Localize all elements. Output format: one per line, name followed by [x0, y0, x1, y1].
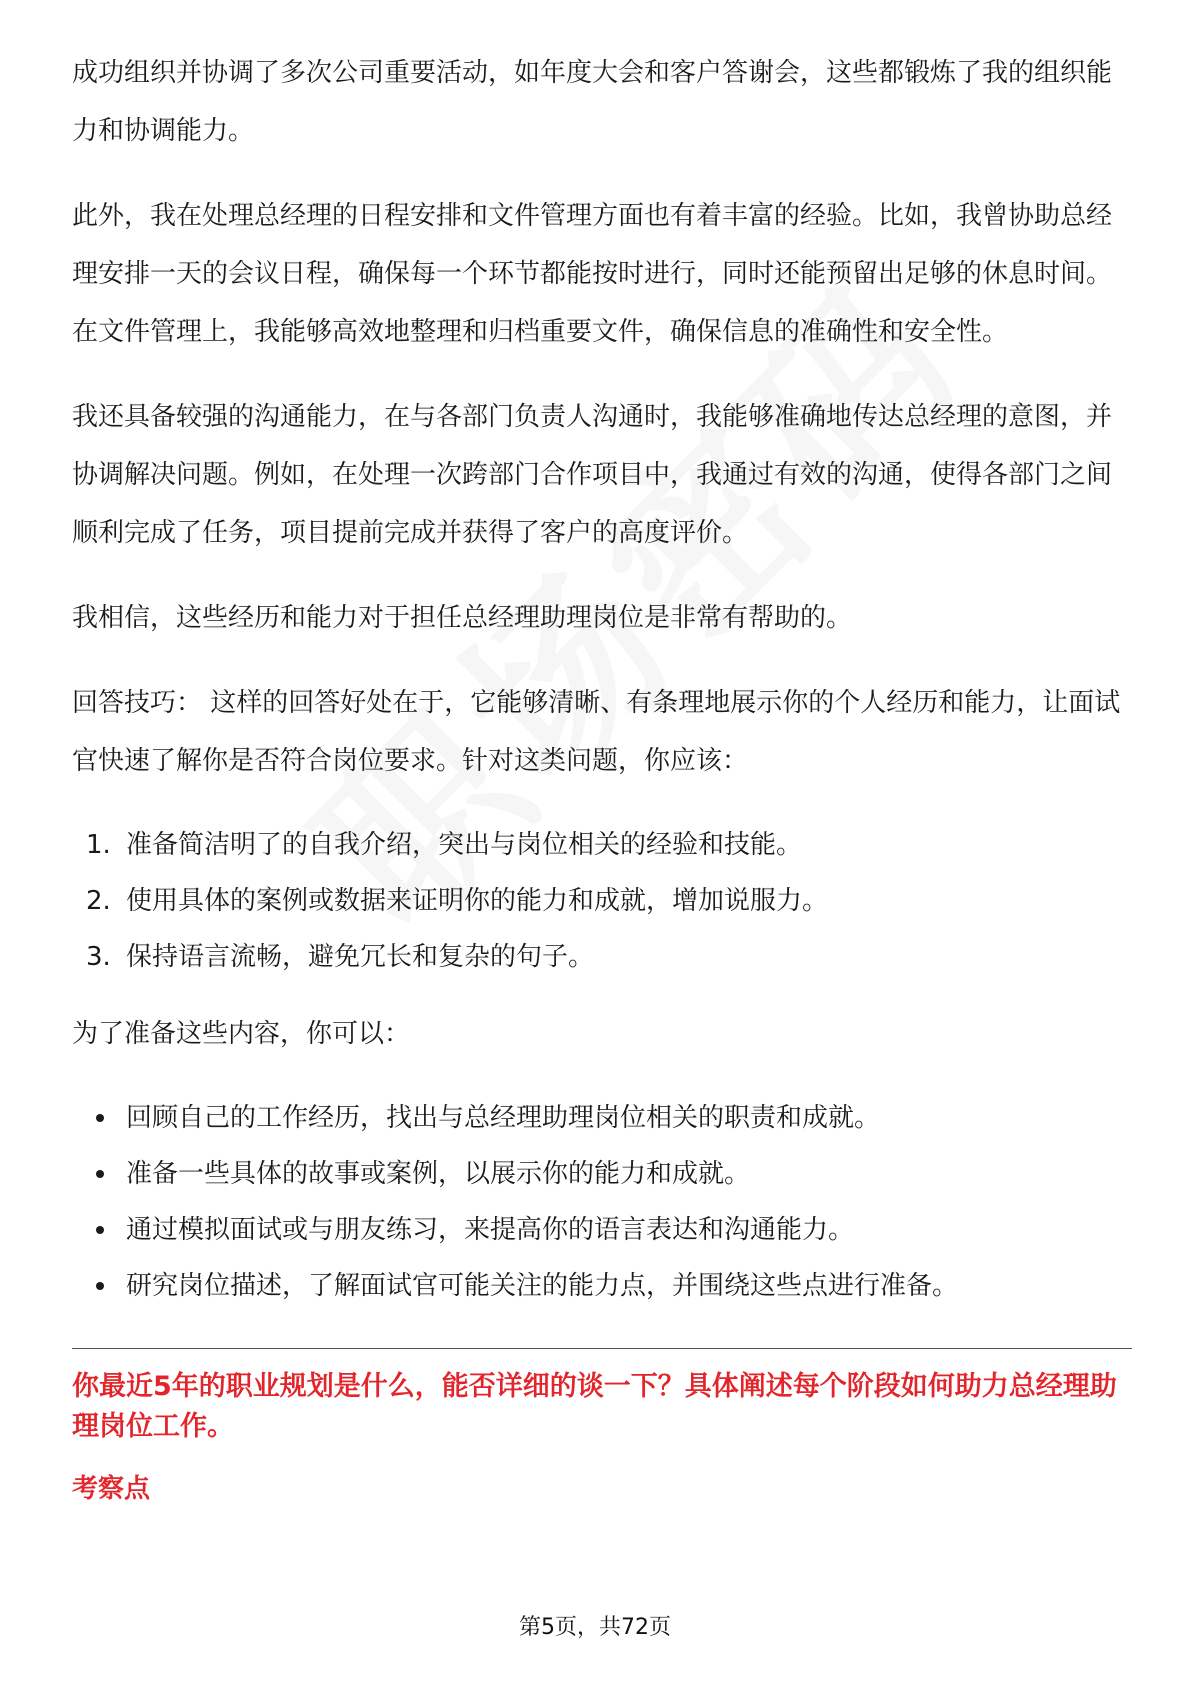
list-item-text: 通过模拟面试或与朋友练习，来提高你的语言表达和沟通能力。: [126, 1215, 855, 1245]
section-subheading: 考察点: [72, 1474, 151, 1504]
list-number: 3.: [86, 942, 111, 972]
list-item: [72, 1090, 1132, 1146]
list-item-text: 准备简洁明了的自我介绍，突出与岗位相关的经验和技能。: [126, 830, 803, 860]
list-item: [72, 817, 1132, 873]
tips-numbered-list: [72, 817, 1132, 985]
page-footer: 第5页，共72页: [519, 1615, 671, 1640]
document-page: [72, 44, 1132, 1509]
prep-intro: 为了准备这些内容，你可以：: [72, 1019, 411, 1049]
answer-tips-paragraph: 回答技巧： 这样的回答好处在于，它能够清晰、有条理地展示你的个人经历和能力，让面试官快速了解你是否符合岗位要求。针对这类问题，你应该：: [72, 688, 1121, 776]
list-item: [72, 1202, 1132, 1258]
paragraph-3: 我还具备较强的沟通能力，在与各部门负责人沟通时，我能够准确地传达总经理的意图，并协调解决问题。例如，在处理一次跨部门合作项目中，我通过有效的沟通，使得各部门之间顺利完成了任务，项目提前完成并获得了客户的高度评价。: [72, 402, 1113, 548]
paragraph-4: 我相信，这些经历和能力对于担任总经理助理岗位是非常有帮助的。: [72, 603, 853, 633]
paragraph-2: 此外，我在处理总经理的日程安排和文件管理方面也有着丰富的经验。比如，我曾协助总经理安排一天的会议日程，确保每一个环节都能按时进行，同时还能预留出足够的休息时间。在文件管理上，我能够高效地整理和归档重要文件，确保信息的准确性和安全性。: [72, 201, 1113, 347]
list-item-text: 保持语言流畅，避免冗长和复杂的句子。: [126, 942, 595, 972]
list-item-text: 研究岗位描述，了解面试官可能关注的能力点，并围绕这些点进行准备。: [126, 1271, 959, 1301]
section-divider: [72, 1348, 1132, 1349]
prep-bullet-list: [72, 1090, 1132, 1314]
list-item: [72, 1258, 1132, 1314]
list-item: [72, 1146, 1132, 1202]
bullet-icon: [96, 1226, 104, 1234]
list-item-text: 准备一些具体的故事或案例，以展示你的能力和成就。: [126, 1159, 751, 1189]
list-item: [72, 873, 1132, 929]
list-number: 1.: [86, 830, 111, 860]
paragraph-1: 成功组织并协调了多次公司重要活动，如年度大会和客户答谢会，这些都锻炼了我的组织能力和协调能力。: [72, 58, 1113, 146]
list-number: 2.: [86, 886, 111, 916]
bullet-icon: [96, 1114, 104, 1122]
list-item: [72, 929, 1132, 985]
bullet-icon: [96, 1170, 104, 1178]
interview-question: 你最近5年的职业规划是什么，能否详细的谈一下？具体阐述每个阶段如何助力总经理助理岗位工作。: [72, 1371, 1117, 1442]
bullet-icon: [96, 1282, 104, 1290]
list-item-text: 使用具体的案例或数据来证明你的能力和成就，增加说服力。: [126, 886, 829, 916]
list-item-text: 回顾自己的工作经历，找出与总经理助理岗位相关的职责和成就。: [126, 1103, 881, 1133]
